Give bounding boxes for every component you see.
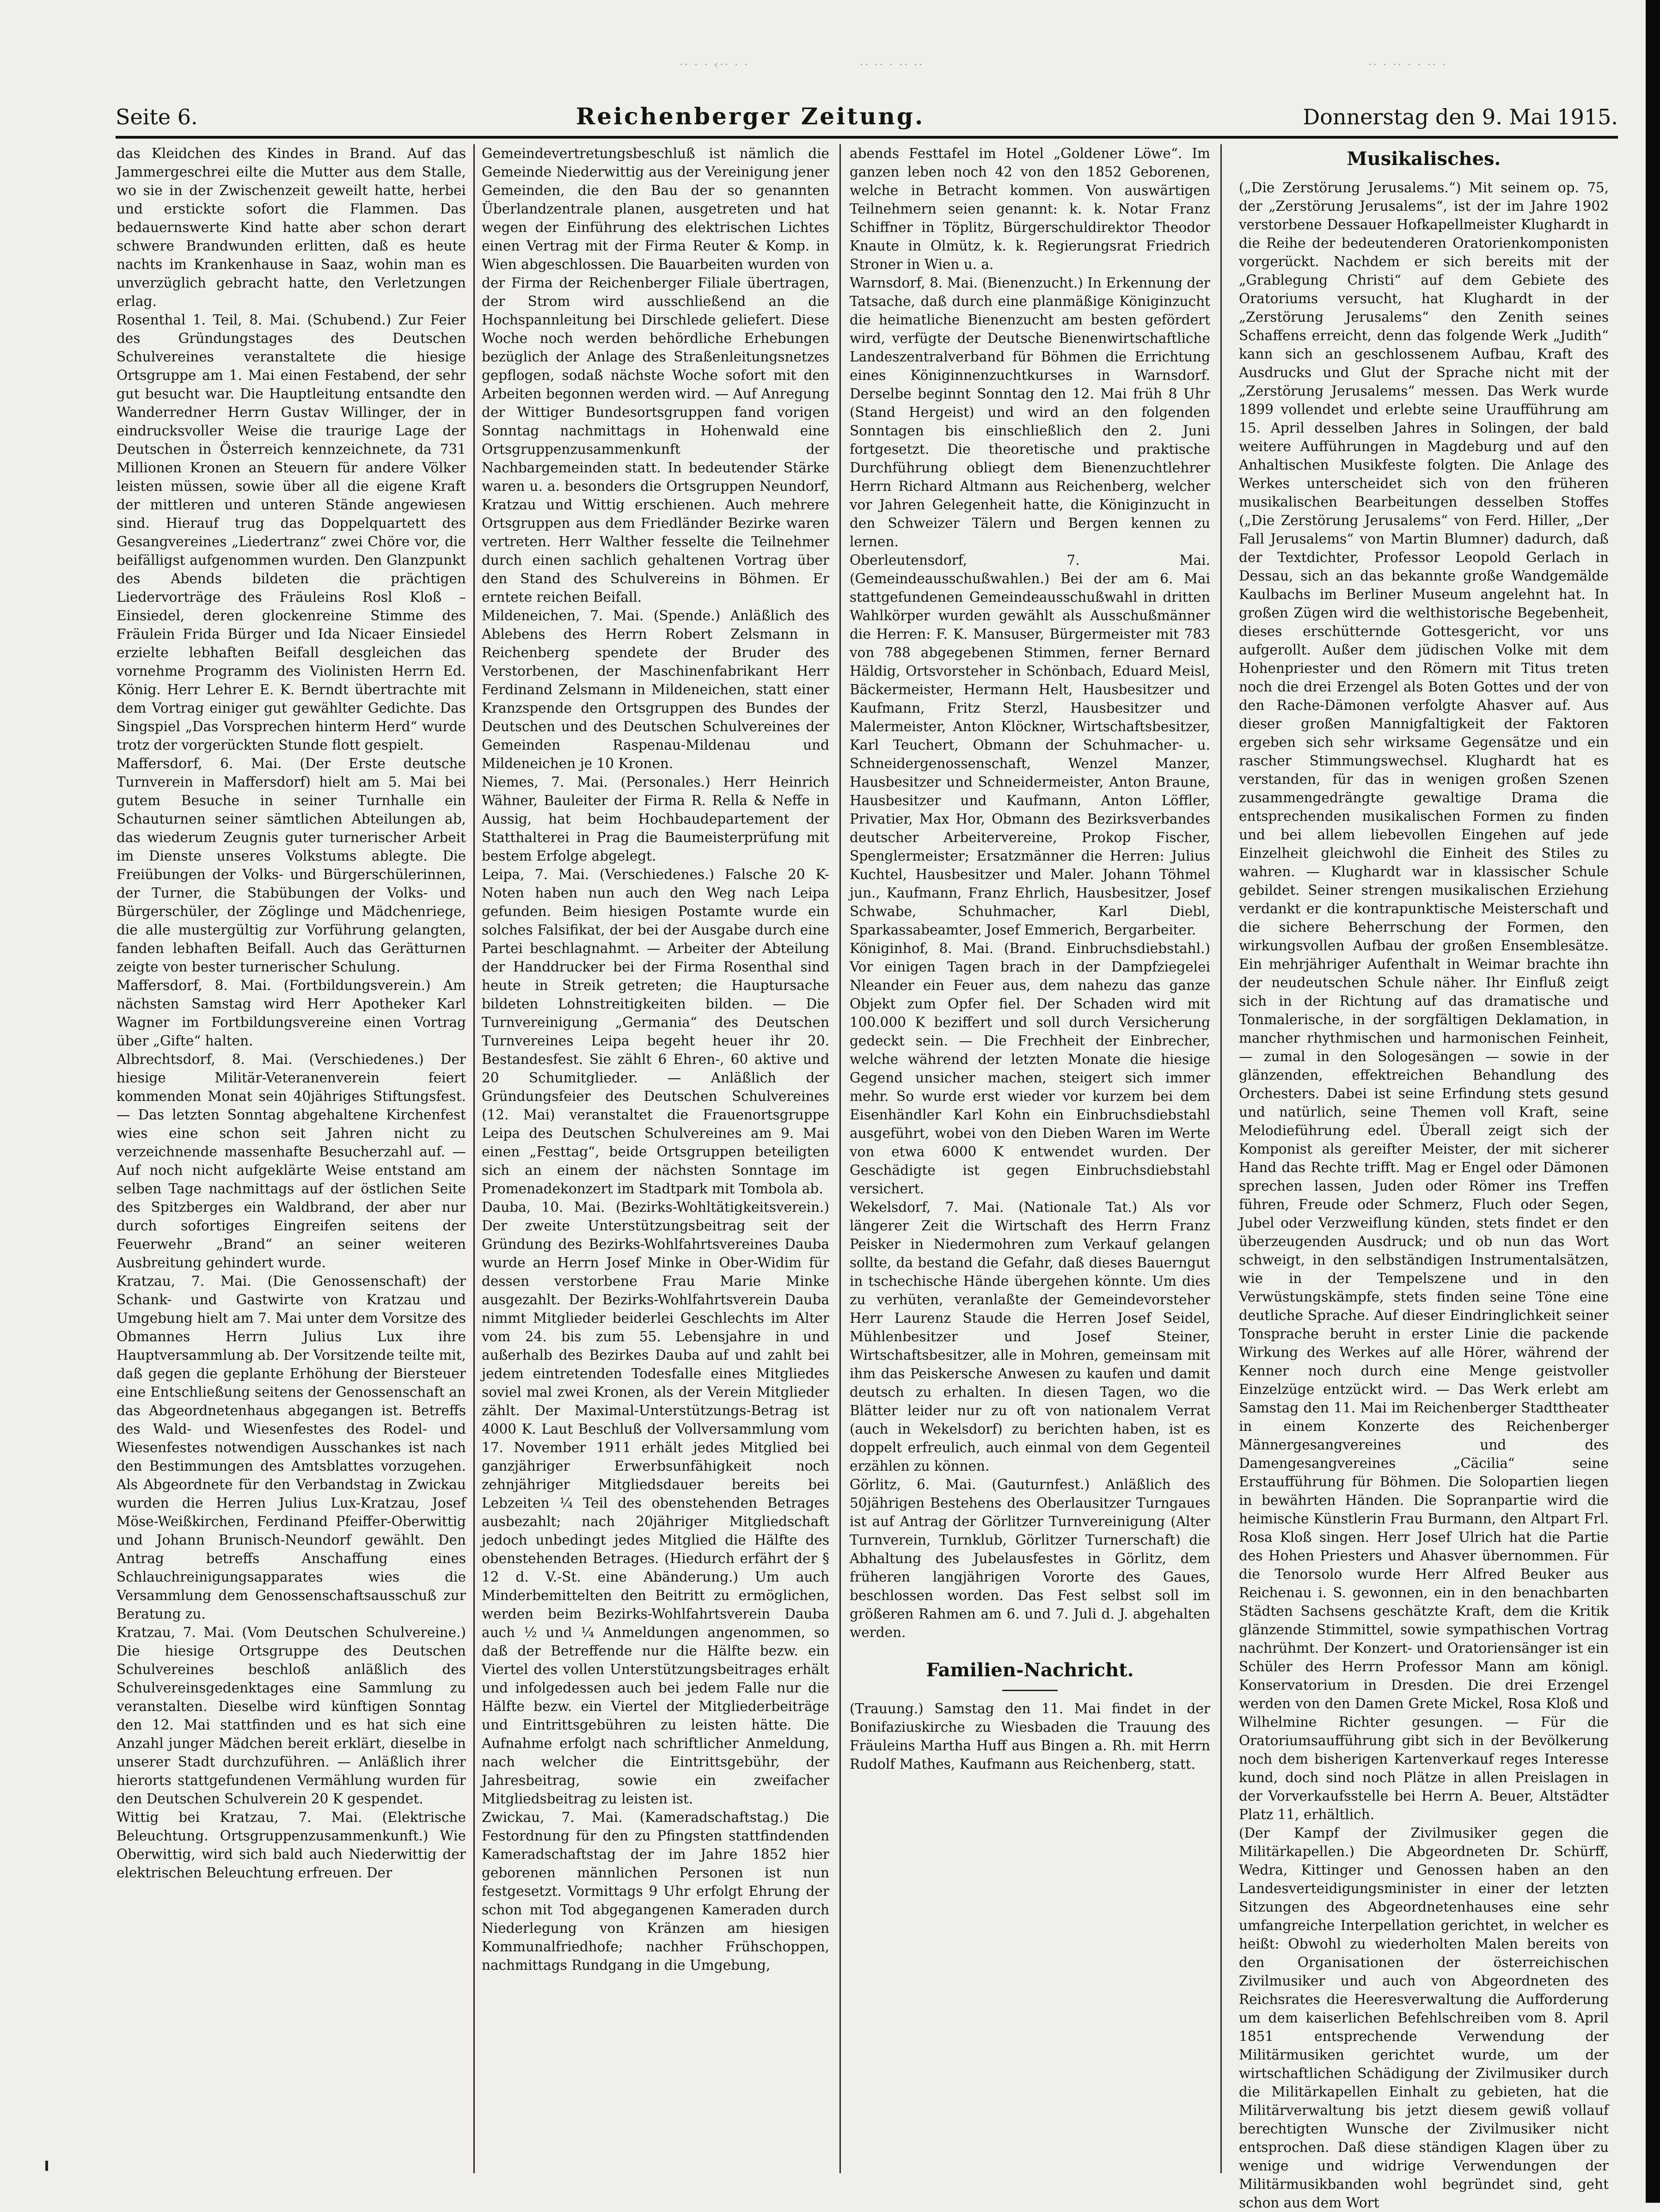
article: (Der Kampf der Zivilmusiker gegen die Militärkapellen.) Die Abgeordneten Dr. Schürff, Wedra, Kittinger und Genossen haben an den Landesverteidigungsminister in einer der letzten Sitzungen des Abgeordnetenhauses eine sehr umfangreiche Interpellation gerichtet, in welcher es heißt: Obwohl zu wiederholten Malen bereits von den Organisationen der österreichischen Zivilmusiker und auch von Abgeordneten des Reichsrates die Heeresverwaltung die Aufforderung um dem kaiserlichen Befehlschreiben vom 8. April 1851 entsprechende Verwendung der Militärmusiken gerichtet wurde, um der wirtschaftlichen Schädigung der Zivilmusiker durch die Militärkapellen Einhalt zu gebieten, hat die Militärverwaltung bis jetzt diesem gewiß vollauf berechtigten Wunsche der Zivilmusiker nicht entsprochen. Daß diese ständigen Klagen über zu wenige und widrige Verwendungen der Militärmusikbanden wohl begründet sind, geht schon aus dem Wort: [1239, 1825, 1609, 2211]
article: Wittig bei Kratzau, 7. Mai. (Elektrische Beleuchtung. Ortsgruppenzusammenkunft.) Wie Oberwittig, wird sich bald auch Niederwittig der elektrischen Beleuchtung erfreuen. Der: [116, 1809, 466, 1881]
article: Maffersdorf, 8. Mai. (Fortbildungsverein.) Am nächsten Samstag wird Herr Apotheker Karl Wagner im Fortbildungsvereine einen Vortrag über „Gifte“ halten.: [116, 978, 466, 1049]
article: Gemeindevertretungsbeschluß ist nämlich die Gemeinde Niederwittig aus der Vereinigung jener Gemeinden, die den Bau der so genannten Überlandzentrale planen, ausgetreten und hat wegen der Einführung des elektrischen Lichtes einen Vertrag mit der Firma Reuter & Komp. in Wien abgeschlossen. Die Bauarbeiten wurden von der Firma der Reichenberger Filiale übertragen, der Strom wird ausschließend an die Hochspannleitung bei Dirschlede geliefert. Diese Woche noch werden behördliche Erhebungen bezüglich der Anlage des Straßenleitungsnetzes gepflogen, sodaß nächste Woche sofort mit den Arbeiten begonnen werden wird. — Auf Anregung der Wittiger Bundesortsgruppen fand vorigen Sonntag nachmittags in Hohenwald eine Ortsgruppenzusammenkunft der Nachbargemeinden statt. In bedeutender Stärke waren u. a. besonders die Ortsgruppen Neundorf, Kratzau und Wittig erschienen. Auch mehrere Ortsgruppen aus dem Friedländer Bezirke waren vertreten. Herr Walther fesselte die Teilnehmer durch einen sachlich gehaltenen Vortrag über den Stand des Schulvereins in Böhmen. Er erntete reichen Beifall.: [482, 146, 829, 605]
article: Kratzau, 7. Mai. (Vom Deutschen Schulvereine.) Die hiesige Ortsgruppe des Deutschen Schulvereines beschloß anläßlich des Schulvereinsgedenktages eine Sammlung zu veranstalten. Dieselbe wird künftigen Sonntag den 12. Mai stattfinden und es hat sich eine Anzahl junger Mädchen bereit erklärt, dieselbe in unserer Stadt durchzuführen. — Anläßlich ihrer hierorts stattgefundenen Vermählung wurden für den Deutschen Schulverein 20 K gespendet.: [116, 1625, 466, 1807]
section-heading-music: Musikalisches.: [1347, 148, 1501, 170]
issue-date: Donnerstag den 9. Mai 1915.: [1303, 104, 1618, 129]
article: Wekelsdorf, 7. Mai. (Nationale Tat.) Als vor längerer Zeit die Wirtschaft des Herrn Franz Peisker in Niedermohren zum Verkauf gelangen sollte, da bestand die Gefahr, daß dieses Bauerngut in tschechische Hände übergehen könnte. Um dies zu verhüten, veranlaßte der Gemeindevorsteher Herr Laurenz Staude die Herren Josef Seidel, Mühlenbesitzer und Josef Steiner, Wirtschaftsbesitzer, alle in Mohren, gemeinsam mit ihm das Peiskersche Anwesen zu kaufen und damit deutsch zu erhalten. In diesen Tagen, wo die Blätter leider nur zu oft von nationalem Verrat (auch in Wekelsdorf) zu berichten haben, ist es doppelt erfreulich, auch einmal von dem Gegenteil erzählen zu können.: [850, 1199, 1210, 1474]
article: Leipa, 7. Mai. (Verschiedenes.) Falsche 20 K-Noten haben nun auch den Weg nach Leipa gefunden. Beim hiesigen Postamte wurde ein solches Falsifikat, der bei der Ausgabe durch eine Partei beschlagnahmt. — Arbeiter der Abteilung der Handdrucker bei der Firma Rosenthal sind heute in Streik getreten; die Hauptursache bildeten Lohnstreitigkeiten bilden. — Die Turnvereinigung „Germania“ des Deutschen Turnvereines Leipa begeht heuer ihr 20. Bestandesfest. Sie zählt 6 Ehren-, 60 aktive und 20 Schumitglieder. — Anläßlich der Gründungsfeier des Deutschen Schulvereines (12. Mai) veranstaltet die Frauenortsgruppe Leipa des Deutschen Schulvereines am 9. Mai einen „Festtag“, beide Ortsgruppen beteiligten sich an einem der nächsten Sonntage im Promenadekonzert im Stadtpark mit Tombola ab.: [482, 867, 829, 1197]
column-divider: [473, 144, 475, 2173]
article: Niemes, 7. Mai. (Personales.) Herr Heinrich Wähner, Bauleiter der Firma R. Rella & Neffe in Aussig, hat beim Hochbaudepartement der Statthalterei in Prag die Baumeisterprüfung mit bestem Erfolge abgelegt.: [482, 774, 829, 864]
column-divider: [839, 144, 841, 2173]
article: Dauba, 10. Mai. (Bezirks-Wohltätigkeitsverein.) Der zweite Unterstützungsbeitrag seit der Gründung des Bezirks-Wohlfahrtsvereines Dauba wurde an Herrn Josef Minke in Ober-Widim für dessen verstorbene Frau Marie Minke ausgezahlt. Der Bezirks-Wohlfahrtsverein Dauba nimmt Mitglieder beiderlei Geschlechts im Alter vom 24. bis zum 55. Lebensjahre in und außerhalb des Bezirkes Dauba auf und zahlt bei jedem eintretenden Todesfalle eines Mitgliedes soviel mal zwei Kronen, als der Verein Mitglieder zählt. Der Maximal-Unterstützungs-Betrag ist 4000 K. Laut Beschluß der Vollversammlung vom 17. November 1911 erhält jedes Mitglied bei ganzjähriger Erwerbsunfähigkeit noch zehnjähriger Mitgliedsdauer bereits bei Lebzeiten ¼ Teil des obenstehenden Betrages ausbezahlt; nach 20jähriger Mitgliedschaft jedoch unbedingt jedes Mitglied die Hälfte des obenstehenden Betrages. (Hiedurch erfährt der § 12 d. V.-St. eine Abänderung.) Um auch Minderbemittelten den Beitritt zu ermöglichen, werden beim Bezirks-Wohlfahrtsverein Dauba auch ½ und ¼ Anmeldungen angenommen, so daß der Betreffende nur die Hälfte bezw. ein Viertel des vollen Unterstützungsbeitrages erhält und infolgedessen auch bei jedem Falle nur die Hälfte bezw. ein Viertel der Mitgliederbeiträge und Eintrittsgebühren zu leisten hätte. Die Aufnahme erfolgt nach schriftlicher Anmeldung, nach welcher die Eintrittsgebühr, der Jahresbeitrag, sowie ein zweifacher Mitgliedsbeitrag zu leisten ist.: [482, 1199, 829, 1807]
article: Görlitz, 6. Mai. (Gauturnfest.) Anläßlich des 50jährigen Bestehens des Oberlausitzer Turngaues ist auf Antrag der Görlitzer Turnvereinigung (Alter Turnverein, Turnklub, Görlitzer Turnerschaft) die Abhaltung des Jubelausfestes in Görlitz, dem früheren langjährigen Vororte des Gaues, beschlossen worden. Das Fest selbst soll im größeren Rahmen am 6. und 7. Juli d. J. abgehalten werden.: [850, 1477, 1210, 1640]
page-header: [116, 103, 1618, 136]
article: („Die Zerstörung Jerusalems.“) Mit seinem op. 75, der „Zerstörung Jerusalems“, ist der im Jahre 1902 verstorbene Dessauer Hofkapellmeister Klughardt in die Reihe der bedeutenderen Oratorienkomponisten vorgerückt. Nachdem er sich bereits mit der „Grablegung Christi“ auf dem Gebiete des Oratoriums versucht, hat Klughardt in der „Zerstörung Jerusalems“ den Zenith seines Schaffens erreicht, denn das folgende Werk „Judith“ kann sich an geschlossenem Aufbau, Kraft des Ausdrucks und Glut der Sprache nicht mit der „Zerstörung Jerusalems“ messen. Das Werk wurde 1899 vollendet und erlebte seine Uraufführung am 15. April desselben Jahres in Solingen, der bald weitere Aufführungen in Magdeburg und auf den Anhaltischen Musikfeste folgten. Die Anlage des Werkes unterscheidet sich von den früheren musikalischen Bearbeitungen desselben Stoffes („Die Zerstörung Jerusalems“ von Ferd. Hiller, „Der Fall Jerusalems“ von Martin Blumner) dadurch, daß der Textdichter, Professor Leopold Gerlach in Dessau, sich an das bekannte große Wandgemälde Kaulbachs im Berliner Museum angelehnt hat. In großen Zügen wird die welthistorische Begebenheit, dieses erschütternde Gottesgericht, vor uns aufgerollt. Außer dem jüdischen Volke mit dem Hohenpriester und den Römern mit Titus treten noch die drei Erzengel als Boten Gottes und der von den Rache-Dämonen verfolgte Ahasver auf. Aus dieser großen Mannigfaltigkeit der Faktoren ergeben sich sehr wirksame Gegensätze und ein rascher Stimmungswechsel. Klughardt hat es verstanden, für das in wenigen großen Szenen zusammengedrängte gewaltige Drama die entsprechenden musikalischen Formen zu finden und bei allem liebevollen Eingehen auf jede Einzelheit gleichwohl die Einheit des Stiles zu wahren. — Klughardt war in klassischer Schule gebildet. Seiner strengen musikalischen Erziehung verdankt er die kontrapunktische Meisterschaft und die sichere Beherrschung der Formen, den wirkungsvollen Aufbau der großen Ensemblesätze. Ein mehrjähriger Aufenthalt in Weimar brachte ihn der neudeutschen Schule näher. Ihr Einfluß zeigt sich in der Richtung auf das dramatische und Tonmalerische, in der sorgfältigen Deklamation, in mancher rhythmischen und harmonischen Feinheit, — zumal in den Sologesängen — sowie in der glänzenden, effektreichen Behandlung des Orchesters. Dabei ist seine Erfindung stets gesund und natürlich, seine Themen voll Kraft, seine Melodieführung edel. Überall zeigt sich der Komponist als gereifter Meister, der mit sicherer Hand das Rechte trifft. Mag er Engel oder Dämonen sprechen lassen, Juden oder Römer ins Treffen führen, Freude oder Schmerz, Fluch oder Segen, Jubel oder Verzweiflung künden, stets findet er den überzeugenden Ausdruck; und ob nun das Wort schweigt, in den selbständigen Instrumentalsätzen, wie in der Tempelszene und in den Verwüstungskämpfe, stets finden seine Töne eine deutliche Sprache. Auf dieser Eindringlichkeit seiner Tonsprache beruht in erster Linie die packende Wirkung des Werkes auf alle Hörer, während der Kenner noch durch eine Menge geistvoller Einzelzüge entzückt wird. — Das Werk erlebt am Samstag den 11. Mai im Reichenberger Stadttheater in einem Konzerte des Reichenberger Männergesangvereines und des Damengesangvereines „Cäcilia“ seine Erstaufführung für Böhmen. Die Solopartien liegen in bewährten Händen. Die Sopranpartie wird die heimische Künstlerin Frau Burmann, den Altpart Frl. Rosa Kloß singen. Herr Josef Ulrich hat die Partie des Hohen Priesters und Ahasver übernommen. Für die Tenorsolo wurde Herr Alfred Beuker aus Reichenau i. S. gewonnen, ein in den benachbarten Städten Sachsens geschätzte Kraft, dem die Kritik glänzende Stimmittel, sowie sympathischen Vortrag nachrühmt. Der Konzert- und Oratoriensänger ist ein Schüler des Herrn Professor Mann am königl. Konservatorium in Dresden. Die drei Erzengel werden von den Damen Grete Mickel, Rosa Kloß und Wilhelmine Richter gesungen. — Für die Oratoriumsaufführung gibt sich in der Bevölkerung noch dem bisherigen Kartenverkauf reges Interesse kund, doch sind noch Plätze in allen Preislagen in der Vorverkaufsstelle bei Herrn A. Beuer, Altstädter Platz 11, erhältlich.: [1239, 180, 1609, 1822]
scan-mark: [45, 2161, 48, 2171]
page-number: Seite 6.: [116, 104, 198, 129]
article: Oberleutensdorf, 7. Mai. (Gemeindeausschußwahlen.) Bei der am 6. Mai stattgefundenen Gemeindeausschußwahl in dritten Wahlkörper wurden gewählt als Ausschußmänner die Herren: F. K. Mansuser, Bürgermeister mit 783 von 788 abgegebenen Stimmen, ferner Bernard Häldig, Ortsvorsteher in Schönbach, Eduard Meisl, Bäckermeister, Hermann Helt, Hausbesitzer und Kaufmann, Fritz Sterzl, Hausbesitzer und Malermeister, Anton Klöckner, Wirtschaftsbesitzer, Karl Teuchert, Obmann der Schuhmacher- u. Schneidergenossenschaft, Wenzel Manzer, Hausbesitzer und Schneidermeister, Anton Braune, Hausbesitzer und Kaufmann, Anton Löffler, Privatier, Max Hor, Obmann des Bezirksverbandes deutscher Arbeitervereine, Prokop Fischer, Spenglermeister; Ersatzmänner die Herren: Julius Kuchtel, Hausbesitzer und Maler. Johann Töhmel jun., Kaufmann, Franz Ehrlich, Hausbesitzer, Josef Schwabe, Schuhmacher, Karl Diebl, Sparkassabeamter, Josef Emmerich, Bergarbeiter.: [850, 552, 1210, 938]
article: Maffersdorf, 6. Mai. (Der Erste deutsche Turnverein in Maffersdorf) hielt am 5. Mai bei gutem Besuche in seiner Turnhalle ein Schauturnen seiner sämtlichen Abteilungen ab, das wiederum Zeugnis guter turnerischer Arbeit im Dienste unseres Volkstums ablegte. Die Freiübungen der Volks- und Bürgerschülerinnen, der Turner, die Stabübungen der Volks- und Bürgerschüler, der Zöglinge und Mädchenriege, die alle mustergültig zur Vorführung gelangten, fanden lebhaften Beifall. Auch das Gerätturnen zeigte von bester turnerischer Schulung.: [116, 756, 466, 975]
section-heading-family: Familien-Nachricht.: [926, 1659, 1134, 1681]
heading-rule: [1002, 1690, 1058, 1691]
article: Rosenthal 1. Teil, 8. Mai. (Schubend.) Zur Feier des Gründungstages des Deutschen Schulvereines veranstaltete die hiesige Ortsgruppe am 1. Mai einen Festabend, der sehr gut besucht war. Die Hauptleitung entsandte den Wanderredner Herrn Gustav Willinger, der in eindrucksvoller Weise die traurige Lage der Deutschen in Österreich kennzeichnete, da 731 Millionen Kronen an Steuern für andere Völker leisten müssen, sowie über all die eigene Kraft der mittleren und unteren Stände angewiesen sind. Hierauf trug das Doppelquartett des Gesangvereines „Liedertranz“ zwei Chöre vor, die beifälligst aufgenommen wurden. Den Glanzpunkt des Abends bildeten die prächtigen Liedervorträge des Fräuleins Rosl Kloß – Einsiedel, deren glockenreine Stimme des Fräulein Frida Bürger und Ida Nicaer Einsiedel erzielte lebhaften Beifall desgleichen das vornehme Programm des Violinisten Herrn Ed. König. Herr Lehrer E. K. Berndt übertrachte mit dem Vortrag einiger gut gewählter Gedichte. Das Singspiel „Das Vorsprechen hinterm Herd“ wurde trotz der vorgerückten Stunde flott gespielt.: [116, 312, 466, 753]
article: Albrechtsdorf, 8. Mai. (Verschiedenes.) Der hiesige Militär-Veteranenverein feiert kommenden Monat sein 40jähriges Stiftungsfest. — Das letzten Sonntag abgehaltene Kirchenfest wies eine schon seit Jahren nicht zu verzeichnende massenhafte Besucherzahl auf. — Auf noch nicht aufgeklärte Weise entstand am selben Tage nachmittags auf der östlichen Seite des Spitzberges ein Waldbrand, der aber nur durch sofortiges Eingreifen seitens der Feuerwehr „Brand“ an seiner weiteren Ausbreitung gehindert wurde.: [116, 1051, 466, 1271]
faint-header-text: ·· · · ‹·· · ·: [680, 58, 749, 71]
faint-header-text: ·· · ·· · · ·· ·: [1368, 58, 1447, 71]
article: abends Festtafel im Hotel „Goldener Löwe“. Im ganzen leben noch 42 von den 1852 Geborenen, welche in Betracht kommen. Von auswärtigen Teilnehmern seien genannt: k. k. Notar Franz Schiffner in Töplitz, Bürgerschuldirektor Theodor Knaute in Olmütz, k. k. Regierungsrat Friedrich Stroner in Wien u. a.: [850, 146, 1210, 272]
column-3: [850, 144, 1210, 2173]
article: Warnsdorf, 8. Mai. (Bienenzucht.) In Erkennung der Tatsache, daß durch eine planmäßige Königinzucht die heimatliche Bienenzucht am besten gefördert wird, verfügte der Deutsche Bienenwirtschaftliche Landeszentralverband für Böhmen die Errichtung eines Königinnenzuchtkurses in Warnsdorf. Derselbe beginnt Sonntag den 12. Mai früh 8 Uhr (Stand Hergeist) und wird an den folgenden Sonntagen bis einschließlich den 2. Juni fortgesetzt. Die theoretische und praktische Durchführung obliegt dem Bienenzuchtlehrer Herrn Richard Altmann aus Reichenberg, welcher vor Jahren Gelegenheit hatte, die Königinzucht in den Schweizer Tälern und Bergen kennen zu lernen.: [850, 275, 1210, 550]
article: (Trauung.) Samstag den 11. Mai findet in der Bonifaziuskirche zu Wiesbaden die Trauung des Fräuleins Martha Huff aus Bingen a. Rh. mit Herrn Rudolf Mathes, Kaufmann aus Reichenberg, statt.: [850, 1701, 1210, 1772]
newspaper-title: Reichenberger Zeitung.: [576, 103, 925, 130]
header-rule: [116, 136, 1618, 139]
faint-header-text: ·· ·· · ·· ··: [860, 58, 924, 71]
article: Mildeneichen, 7. Mai. (Spende.) Anläßlich des Ablebens des Herrn Robert Zelsmann in Reichenberg spendete der Bruder des Verstorbenen, der Maschinenfabrikant Herr Ferdinand Zelsmann in Mildeneichen, statt einer Kranzspende den Ortsgruppen des Bundes der Deutschen und des Deutschen Schulvereines der Gemeinden Raspenau-Mildenau und Mildeneichen je 10 Kronen.: [482, 608, 829, 771]
article: Königinhof, 8. Mai. (Brand. Einbruchsdiebstahl.) Vor einigen Tagen brach in der Dampfziegelei Nleander ein Feuer aus, dem nahezu das ganze Objekt zum Opfer fiel. Der Schaden wird mit 100.000 K beziffert und soll durch Versicherung gedeckt sein. — Die Frechheit der Einbrecher, welche während der letzten Monate die hiesige Gegend unsicher machen, steigert sich immer mehr. So wurde erst wieder vor kurzem bei dem Eisenhändler Karl Kohn ein Einbruchsdiebstahl ausgeführt, wobei von den Dieben Waren im Werte von etwa 6000 K entwendet wurden. Der Geschädigte ist gegen Einbruchsdiebstahl versichert.: [850, 941, 1210, 1197]
scan-edge: [1646, 0, 1660, 2203]
column-4: [1239, 144, 1609, 2211]
article: Kratzau, 7. Mai. (Die Genossenschaft) der Schank- und Gastwirte von Kratzau und Umgebung hielt am 7. Mai unter dem Vorsitze des Obmannes Herrn Julius Lux ihre Hauptversammlung ab. Der Vorsitzende teilte mit, daß gegen die geplante Erhöhung der Biersteuer eine Entschließung seitens der Genossenschaft an das Abgeordnetenhaus abgegangen ist. Betreffs des Wald- und Wiesenfestes des Rodel- und Wiesenfestes notwendigen Ausschankes ist nach den Bestimmungen des Amtsblattes vorzugehen. Als Abgeordnete für den Verbandstag in Zwickau wurden die Herren Julius Lux-Kratzau, Josef Möse-Weißkirchen, Ferdinand Pfeiffer-Oberwittig und Johann Brunisch-Neundorf gewählt. Den Antrag betreffs Anschaffung eines Schlauchreinigungsapparates wies die Versammlung dem Genossenschaftsausschuß zur Beratung zu.: [116, 1273, 466, 1622]
column-2: [482, 144, 829, 2173]
column-1: [116, 144, 466, 2173]
article: Zwickau, 7. Mai. (Kameradschaftstag.) Die Festordnung für den zu Pfingsten stattfindenden Kameradschaftstag der im Jahre 1852 hier geborenen männlichen Personen ist nun festgesetzt. Vormittags 9 Uhr erfolgt Ehrung der schon mit Tod abgegangenen Kameraden durch Niederlegung von Kränzen am hiesigen Kommunalfriedhofe; nachher Frühschoppen, nachmittags Rundgang in die Umgebung,: [482, 1809, 829, 1973]
article: das Kleidchen des Kindes in Brand. Auf das Jammergeschrei eilte die Mutter aus dem Stalle, wo sie in der Zwischenzeit geweilt hatte, herbei und erstickte sofort die Flammen. Das bedauernswerte Kind hatte aber schon derart schwere Brandwunden erlitten, daß es heute nachts im Krankenhause in Saaz, wohin man es unverzüglich gebracht hatte, den Verletzungen erlag.: [116, 146, 466, 309]
column-divider: [1220, 144, 1222, 2173]
